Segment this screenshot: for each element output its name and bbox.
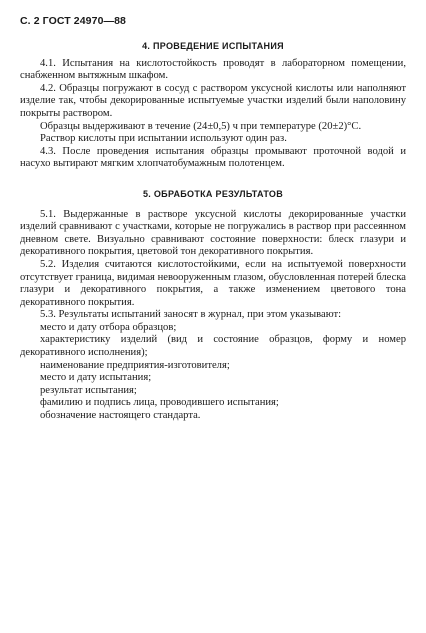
list-item: наименование предприятия-изготовителя; (40, 359, 230, 371)
paragraph-5-2: 5.2. Изделия считаются кислотостойкими, если на испытуемой поверхности отсутствует граница, видимая невооруженным глазом, обусловленная потерей блеска глазури и декоративного покрытия, а также изменением цветового тона декоративного покрытия. (20, 258, 407, 308)
list-item: фамилию и подпись лица, проводившего испытания; (40, 397, 279, 409)
section-5-title: 5. ОБРАБОТКА РЕЗУЛЬТАТОВ (142, 188, 284, 199)
paragraph-4-2: 4.2. Образцы погружают в сосуд с раствором уксусной кислоты или наполняют изделие так, чтобы декорированные испытуемые участки изделий были наполовину покрыты раствором. (20, 82, 406, 119)
paragraph-5-3: 5.3. Результаты испытаний заносят в журнал, при этом указывают: (40, 309, 342, 321)
list-item: результат испытания; (40, 384, 137, 396)
paragraph-5-1: 5.1. Выдержанные в растворе уксусной кислоты декорированные участки изделий сравнивают с участками, которые не погружались в раствор при рассеянном дневном свете. Визуально сравнивают состояние поверхности: блеск глазури и декоративного покрытия, цветовой тон декоративного покрытия. (20, 208, 406, 258)
list-item: обозначение настоящего стандарта. (40, 410, 201, 422)
list-item: место и дату испытания; (40, 372, 152, 384)
section-4-title: 4. ПРОВЕДЕНИЕ ИСПЫТАНИЯ (142, 41, 284, 51)
document-body (20, 40, 406, 423)
paragraph-4-1: 4.1. Испытания на кислотостойкость проводят в лабораторном помещении, снабженном вытяжным шкафом. (20, 57, 406, 82)
paragraph-4-2-duration: Образцы выдерживают в течение (24±0,5) ч при температуре (20±2)°С. (40, 120, 362, 132)
list-item: характеристику изделий (вид и состояние образцов, форму и номер декоративного исполнения); (20, 334, 406, 359)
paragraph-4-2-single-use: Раствор кислоты при испытании используют один раз. (40, 133, 287, 145)
running-head: С. 2 ГОСТ 24970—88 (20, 15, 126, 27)
paragraph-4-3: 4.3. После проведения испытания образцы промывают проточной водой и насухо вытирают мягким хлопчатобумажным полотенцем. (20, 145, 406, 170)
list-item: место и дату отбора образцов; (40, 321, 177, 333)
